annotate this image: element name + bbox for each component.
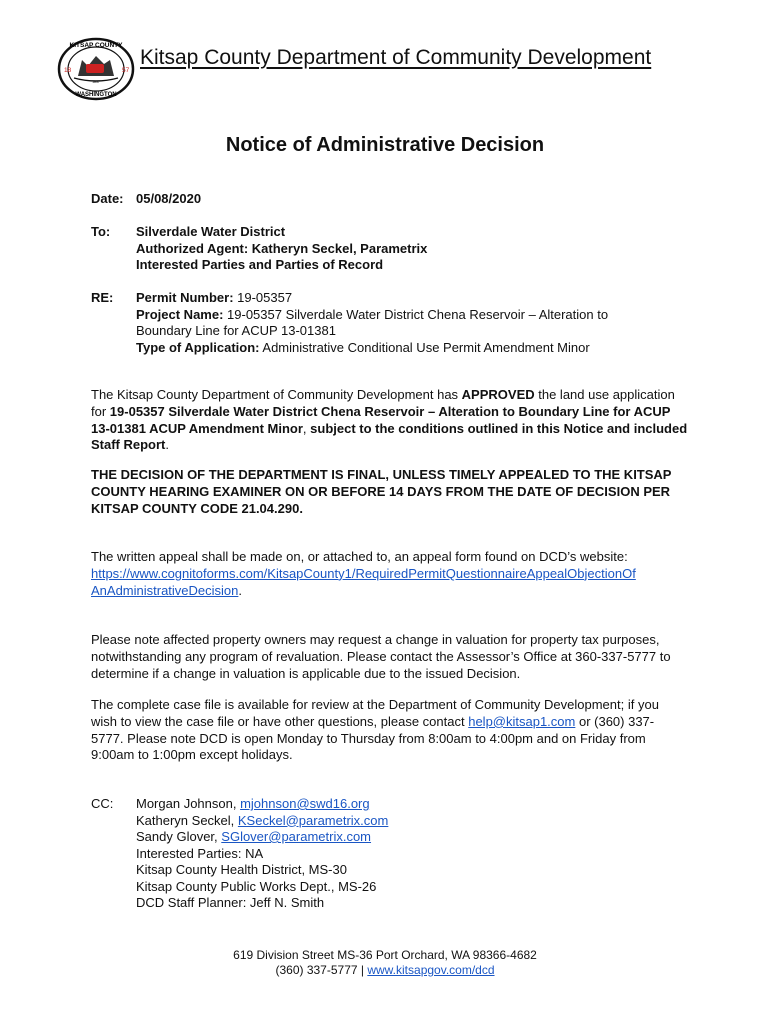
- seal-ribbon-text: 1857: [92, 80, 100, 84]
- footer-contact: (360) 337-5777 | www.kitsapgov.com/dcd: [275, 963, 495, 977]
- help-email-link[interactable]: help@kitsap1.com: [468, 713, 576, 729]
- decision-final-paragraph: THE DECISION OF THE DEPARTMENT IS FINAL, UNLESS TIMELY APPEALED TO THE KITSAP COUNTY HEARING EXAMINER ON OR BEFORE 14 DAYS FROM THE DATE OF DECISION PER KITSAP COUNTY CODE 21.04.290.: [91, 467, 672, 516]
- cc-sandy-glover: Sandy Glover, SGlover@parametrix.com: [136, 829, 372, 844]
- project-name-label: Project Name:: [136, 306, 224, 322]
- to-agent: Authorized Agent: Katheryn Seckel, Parametrix: [136, 240, 428, 256]
- footer-phone: (360) 337-5777: [275, 963, 358, 977]
- application-type-label: Type of Application:: [136, 339, 260, 355]
- seal-bottom-text: WASHINGTON: [75, 92, 117, 98]
- re-label: RE:: [91, 290, 114, 305]
- footer-address: 619 Division Street MS-36 Port Orchard, WA 98366-4682: [233, 948, 537, 962]
- cc-katheryn-seckel: Katheryn Seckel, KSeckel@parametrix.com: [136, 812, 389, 828]
- project-name-value: 19-05357 Silverdale Water District Chena Reservoir – Alteration to: [223, 306, 609, 322]
- case-file-paragraph: The complete case file is available for review at the Department of Community Development; if you wish to view the case file or have other questions, please contact help@kitsap1.com or (360) 337-5777. Please note DCD is open Monday to Thursday from 8:00am to 4:00pm and on Friday from 9:00am to 1:00pm except holidays.: [91, 697, 659, 763]
- department-name: Kitsap County Department of Community Development: [140, 46, 652, 69]
- to-parties: Interested Parties and Parties of Record: [136, 257, 384, 272]
- seal-top-text: KITSAP COUNTY: [69, 42, 123, 49]
- appeal-text: The written appeal shall be made on, or attached to, an appeal form found on DCD’s website:: [91, 549, 628, 564]
- project-name-continued: Boundary Line for ACUP 13-01381: [136, 323, 336, 338]
- mjohnson-email-link[interactable]: mjohnson@swd16.org: [240, 796, 370, 811]
- county-seal-logo: [56, 36, 136, 102]
- sglover-email-link[interactable]: SGlover@parametrix.com: [221, 829, 372, 844]
- appeal-form-link-continued[interactable]: AnAdministrativeDecision: [91, 582, 239, 598]
- project-title-text: 19-05357 Silverdale Water District Chena Reservoir – Alteration to Boundary Line for ACUP 13-01381 ACUP Amendment Minor: [91, 403, 671, 436]
- footer-website-link[interactable]: www.kitsapgov.com/dcd: [367, 963, 495, 977]
- project-name-line: [136, 307, 608, 324]
- appeal-form-link[interactable]: https://www.cognitoforms.com/KitsapCounty1/RequiredPermitQuestionnaireAppealObjectionOf: [91, 565, 636, 581]
- permit-number-value: 19-05357: [233, 290, 293, 305]
- permit-number-line: [136, 290, 292, 307]
- appeal-paragraph: The written appeal shall be made on, or attached to, an appeal form found on DCD’s website: https://www.cognitoforms.com/KitsapCounty1/RequiredPermitQuestionnaireAppealObjectionOf AnAdministrativeDecision.: [91, 549, 711, 599]
- conditions-text: subject to the conditions outlined in this Notice and included Staff Report: [91, 420, 688, 453]
- cc-morgan-johnson: Morgan Johnson, mjohnson@swd16.org: [136, 796, 370, 811]
- cc-health-district: Kitsap County Health District, MS-30: [136, 862, 347, 877]
- kseckel-email-link[interactable]: KSeckel@parametrix.com: [237, 812, 389, 828]
- cc-label: CC:: [91, 796, 114, 811]
- approved-text: APPROVED: [461, 387, 535, 402]
- cc-public-works: Kitsap County Public Works Dept., MS-26: [136, 878, 377, 894]
- date-value: 05/08/2020: [136, 191, 202, 206]
- cc-interested-parties: Interested Parties: NA: [136, 845, 264, 861]
- valuation-paragraph: Please note affected property owners may request a change in valuation for property tax purposes, notwithstanding any program of revaluation. Please contact the Assessor’s Office at 360-337-5777 to determine if a change in valuation is applicable due to the issued Decision.: [91, 632, 671, 681]
- date-label: Date:: [91, 191, 124, 206]
- to-recipient: Silverdale Water District: [136, 224, 286, 239]
- application-type-value: Administrative Conditional Use Permit Amendment Minor: [259, 339, 590, 355]
- application-type-line: [136, 340, 590, 357]
- seal-year-right: 57: [122, 67, 130, 74]
- approval-paragraph: The Kitsap County Department of Community Development has APPROVED the land use application for 19-05357 Silverdale Water District Chena Reservoir – Alteration to Boundary Line for ACUP 13-01381 ACUP Amendment Minor, subject to the conditions outlined in this Notice and included Staff Report.: [91, 387, 688, 453]
- to-label: To:: [91, 224, 111, 239]
- seal-year-left: 18: [64, 67, 72, 74]
- cc-staff-planner: DCD Staff Planner: Jeff N. Smith: [136, 895, 325, 910]
- permit-number-label: Permit Number:: [136, 290, 234, 305]
- page-title: Notice of Administrative Decision: [225, 134, 545, 156]
